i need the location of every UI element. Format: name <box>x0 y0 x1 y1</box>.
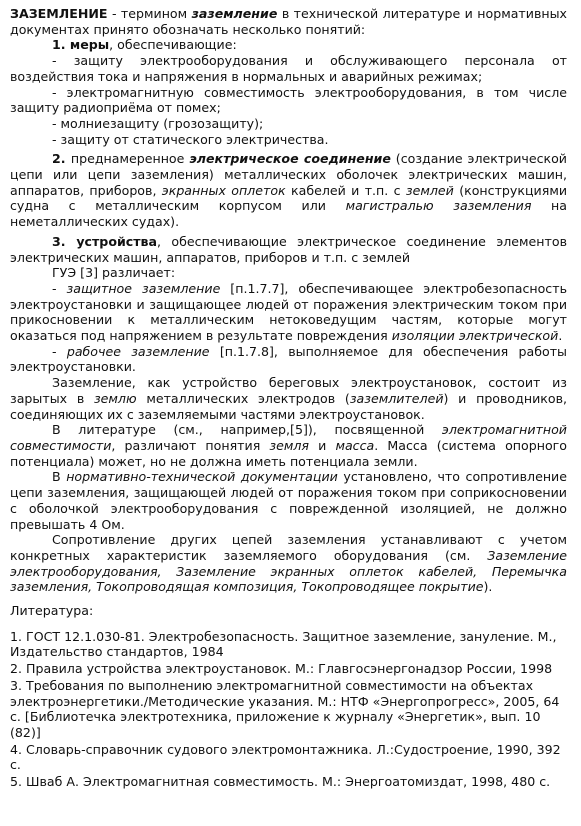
section-1-item: - защиту электрооборудования и обслуживающего персонала от воздействия тока и напряжения в нормальных и аварийных режимах; <box>10 53 567 84</box>
section-1-heading: 1. меры, обеспечивающие: <box>52 37 237 53</box>
other-circuits-paragraph: Сопротивление других цепей заземления устанавливают с учетом конкретных характеристик заземляемого оборудования (см. Заземление электрооборудования, Заземление экранных оплеток кабелей, Перемычка заземления, Токопроводящая композиция, Токопроводящее покрытие). <box>10 532 567 595</box>
reference-item: 3. Требования по выполнению электромагнитной совместимости на объектах электроэнергетики./Методические указания. М.: НТФ «Энергопрогресс», 2005, 64 с. [Библиотечка электротехника, приложение к журналу «Энергетик», вып. 10 (82)] <box>10 677 560 740</box>
section-2-paragraph: 2. преднамеренное электрическое соединение (создание электрической цепи или цепи заземления) металлических оболочек электрических машин, аппаратов, приборов, экранных оплеток кабелей и т.п. с землей (конструкциями судна с металлическим корпусом или магистралью заземления на неметаллических судах). <box>10 151 568 230</box>
reference-item: 5. Шваб А. Электромагнитная совместимость. М.: Энергоатомиздат, 1998, 480 с. <box>10 774 551 790</box>
intro-paragraph: ЗАЗЕМЛЕНИЕ - термином заземление в технической литературе и нормативных документах принято обозначать несколько понятий: <box>10 6 567 37</box>
section-1-item: - молниезащиту (грозозащиту); <box>52 115 264 131</box>
reference-item: 4. Словарь-справочник судового электромонтажника. Л.:Судостроение, 1990, 392 с. <box>10 741 561 773</box>
gue-intro: ГУЭ [3] различает: <box>52 265 176 281</box>
working-grounding-paragraph: - рабочее заземление [п.1.7.8], выполняемое для обеспечения работы электроустановки. <box>10 343 567 375</box>
reference-item: 2. Правила устройства электроустановок. М.: Главгосэнергонадзор России, 1998 <box>10 661 553 677</box>
reference-item: 1. ГОСТ 12.1.030-81. Электробезопасность. Защитное заземление, зануление. М., Издательство стандартов, 1984 <box>10 628 557 660</box>
literature-heading: Литература: <box>10 603 94 619</box>
section-1-item: - электромагнитную совместимость электрооборудования, в том числе защиту радиоприёма от помех; <box>10 84 567 116</box>
section-3-paragraph: 3. устройства, обеспечивающие электрическое соединение элементов электрических машин, аппаратов, приборов и т.п. с землей <box>10 233 567 265</box>
reference-list <box>10 629 567 790</box>
literature-emc-paragraph: В литературе (см., например,[5]), посвященной электромагнитной совместимости, различают понятия земля и масса. Масса (система опорного потенциала) может, но не должна иметь потенциала земли. <box>10 422 567 469</box>
shore-grounding-paragraph: Заземление, как устройство береговых электроустановок, состоит из зарытых в землю металлических электродов (заземлителей) и проводников, соединяющих их с заземляемыми частями электроустановок. <box>10 375 568 422</box>
protective-grounding-paragraph: - защитное заземление [п.1.7.7], обеспечивающее электробезопасность электроустановки и защищающее людей от поражения электрическим током при прикосновении к металлическим нетоковедущим частям, которые могут оказаться под напряжением в результате повреждения изоляции электрической. <box>10 280 567 344</box>
article-title: ЗАЗЕМЛЕНИЕ <box>10 6 108 21</box>
section-1-item: - защиту от статического электричества. <box>52 131 329 147</box>
resistance-limit-paragraph: В нормативно-технической документации установлено, что сопротивление цепи заземления, защищающей людей от поражения током при соприкосновении с оболочкой электрооборудования с поврежденной изоляцией, не должно превышать 4 Ом. <box>10 469 567 532</box>
